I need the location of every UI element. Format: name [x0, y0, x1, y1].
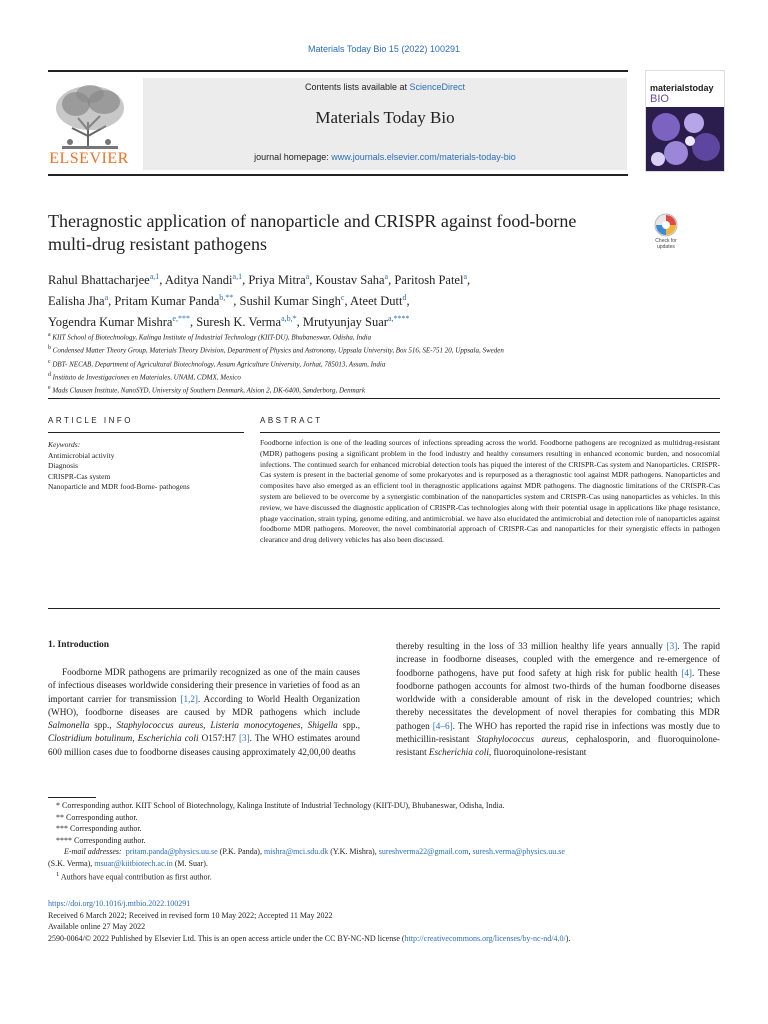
- keywords-label: Keywords:: [48, 440, 81, 449]
- citation-link[interactable]: [1,2]: [180, 693, 198, 704]
- license-line: 2590-0064/© 2022 Published by Elsevier Ltd. This is an open access article under the CC BY-NC-ND license (http://creativecommons.org/licenses/by-nc-nd/4.0/).: [48, 933, 571, 943]
- keywords-block: [48, 440, 248, 493]
- homepage-link[interactable]: www.journals.elsevier.com/materials-today-bio: [331, 152, 516, 162]
- author[interactable]: Suresh K. Verma$^{a,b,*}$: [196, 314, 297, 330]
- affiliation: $^c$ DBT- NECAB, Department of Agricultural Biotechnology, Assam Agriculture University, Jorhat, 785013, Assam, India: [48, 358, 386, 368]
- affiliation: $^b$ Condensed Matter Theory Group, Materials Theory Division, Department of Physics and Astronomy, Uppsala University, Box 516, SE-751 20, Uppsala, Sweden: [48, 345, 504, 355]
- license-link[interactable]: http://creativecommons.org/licenses/by-nc-nd/4.0/: [404, 933, 566, 943]
- author[interactable]: Koustav Saha$^a$: [315, 272, 389, 288]
- received-dates: Received 6 March 2022; Received in revised form 10 May 2022; Accepted 11 May 2022: [48, 910, 333, 920]
- author[interactable]: Yogendra Kumar Mishra$^{e,***}$: [48, 314, 190, 330]
- author[interactable]: Ateet Dutt$^d$: [350, 293, 407, 309]
- introduction-right-column: thereby resulting in the loss of 33 million healthy life years annually [3]. The rapid increase in foodborne diseases, coupled with the emergence and re-emergence of foodborne pathogens, have put food safety at high risk for public health [4]. These foodborne pathogen accounts for almost two-thirds of the human foodborne diseases worldwide with a considerable amount of risk in the developed countries; which thereby necessitates the development of novel therapies for combating this MDR pathogen [4–6]. The WHO has reported the rapid rise in infections was mostly due to methicillin-resistant Staphylococcus aureus, cephalosporin, and fluoroquinolone-resistant Escherichia coli, fluoroquinolone-resistant: [396, 641, 721, 758]
- publication-info: [48, 898, 728, 944]
- email-link[interactable]: mishra@mci.sdu.dk: [263, 847, 329, 856]
- citation-link[interactable]: [3]: [238, 733, 250, 744]
- contents-prefix: Contents lists available at: [304, 82, 410, 92]
- contents-available-line: [143, 82, 627, 92]
- affiliation: $^a$ KIIT School of Biotechnology, Kalinga Institute of Industrial Technology (KIIT-DU), Bhubaneswar, Odisha, India: [48, 332, 372, 342]
- abstract-heading: ABSTRACT: [260, 416, 323, 425]
- email-addresses-continued: (S.K. Verma), msuar@kiitbiotech.ac.in (M. Suar).: [48, 858, 208, 868]
- keyword: Diagnosis: [48, 461, 78, 470]
- author[interactable]: Sushil Kumar Singh$^c$: [239, 293, 345, 309]
- check-for-updates-label: Check for updates: [655, 238, 677, 250]
- header-rule-top: [48, 70, 628, 72]
- author[interactable]: Ealisha Jha$^a$: [48, 293, 109, 309]
- footnote-rule: [48, 797, 96, 798]
- footnotes: [48, 800, 720, 883]
- article-title-line-2: multi-drug resistant pathogens: [48, 234, 267, 254]
- author[interactable]: Paritosh Patel$^a$: [394, 272, 468, 288]
- author[interactable]: Mrutyunjay Suar$^{a,****}$: [302, 314, 410, 330]
- article-title: [48, 210, 608, 256]
- email-link[interactable]: suresh.verma@physics.uu.se: [472, 847, 565, 856]
- abstract-text: Foodborne infection is one of the leading sources of infections spreading across the world. Foodborne pathogens are recognized as multidrug-resistant (MDR) pathogens posing a significant problem in the food industry and healthy consumers resulting in enhanced economic burden, and nosocomial infections. The continued search for enhanced microbial detection tools has piqued the interest of the CRISPR-Cas system and Nanoparticles. CRISPR-Cas system is present in the bacterial genome of some prokaryotes and is repurposed as a theragnostic tool against MDR pathogens. Nanoparticles and composites have also emerged as an efficient tool in theragnostic applications against MDR pathogens. The diagnostic limitations of the CRISPR-Cas system are believed to be overcome by a synergistic combination of the nanoparticles system and CRISPR-Cas using nanoparticles as vehicles. In this review, we have discussed the diagnostic application of CRISPR-Cas technologies along with their potential usage in applications like phage resistance, phage vaccination, strain typing, genome editing, and antimicrobial. we have also elucidated the antimicrobial and detection role of nanoparticles against foodborne MDR pathogens. Moreover, the novel combinatorial approach of CRISPR-Cas and nanoparticles for their synergistic effects in pathogen clearance and drug delivery vehicles has also been discussed.: [260, 438, 720, 545]
- email-addresses: E-mail addresses: pritam.panda@physics.uu.se (P.K. Panda), mishra@mci.sdu.dk (Y.K. Mishra), sureshverma22@gmail.com, suresh.verma@physics.uu.se: [64, 847, 565, 856]
- header-rule-bottom: [48, 174, 628, 176]
- affiliation: $^e$ Mads Clausen Institute, NanoSYD, University of Southern Denmark, Alsion 2, DK-6400, Sønderborg, Denmark: [48, 385, 365, 395]
- footnote: $^1$ Authors have equal contribution as first author.: [56, 871, 212, 882]
- available-online: Available online 27 May 2022: [48, 922, 146, 931]
- article-info-heading: ARTICLE INFO: [48, 416, 133, 425]
- footnote: **** Corresponding author.: [56, 835, 146, 845]
- keyword: CRISPR-Cas system: [48, 471, 111, 481]
- keyword: Antimicrobial activity: [48, 450, 115, 460]
- journal-homepage-line: [143, 152, 627, 162]
- footnote: * Corresponding author. KIIT School of Biotechnology, Kalinga Institute of Industrial Technology (KIIT-DU), Bhubaneswar, Odisha, India.: [56, 801, 505, 810]
- author-list: Rahul Bhattacharjee$^{a,1}$, Aditya Nandi$^{a,1}$, Priya Mitra$^a$, Koustav Saha$^a$, Paritosh Patel$^a$, Ealisha Jha$^a$, Pritam Kumar Panda$^{b,**}$, Sushil Kumar Singh$^c$, Ateet Dutt$^d$, Yogendra Kumar Mishra$^{e,***}$, Suresh K. Verma$^{a,b,*}$, Mrutyunjay Suar$^{a,****}$: [48, 272, 471, 330]
- author[interactable]: Priya Mitra$^a$: [248, 272, 310, 288]
- cover-title-sub: BIO: [650, 93, 669, 105]
- doi-link[interactable]: https://doi.org/10.1016/j.mtbio.2022.100291: [48, 899, 191, 908]
- sciencedirect-link[interactable]: ScienceDirect: [409, 82, 466, 92]
- affiliation: $^d$ Instituto de Investigaciones en Materiales, UNAM, CDMX, Mexico: [48, 371, 241, 382]
- abstract-bottom-rule: [48, 608, 720, 609]
- abstract-rule: [260, 432, 720, 433]
- author[interactable]: Pritam Kumar Panda$^{b,**}$: [114, 293, 234, 309]
- citation-link[interactable]: [4–6]: [432, 720, 453, 731]
- footnote: *** Corresponding author.: [56, 824, 142, 833]
- article-title-line-1: Theragnostic application of nanoparticle and CRISPR against food-borne: [48, 211, 577, 231]
- introduction-heading: 1. Introduction: [48, 640, 110, 650]
- citation-link[interactable]: [3]: [666, 641, 678, 651]
- affiliations: [48, 330, 688, 397]
- email-link[interactable]: pritam.panda@physics.uu.se: [125, 847, 218, 856]
- author[interactable]: Aditya Nandi$^{a,1}$: [164, 272, 243, 288]
- journal-reference[interactable]: Materials Today Bio 15 (2022) 100291: [308, 44, 460, 54]
- cover-artwork: [646, 107, 724, 171]
- author[interactable]: Rahul Bhattacharjee$^{a,1}$: [48, 272, 160, 288]
- keyword: Nanoparticle and MDR food-Borne- pathogens: [48, 482, 190, 491]
- cover-title-main: materialstoday: [650, 83, 714, 93]
- homepage-label: journal homepage:: [254, 152, 332, 162]
- email-link[interactable]: sureshverma22@gmail.com: [378, 847, 469, 856]
- publisher-wordmark: ELSEVIER: [49, 150, 129, 167]
- journal-cover-image[interactable]: [645, 70, 725, 172]
- email-link[interactable]: msuar@kiitbiotech.ac.in: [94, 858, 173, 868]
- journal-title: Materials Today Bio: [315, 108, 455, 127]
- footnote: ** Corresponding author.: [56, 812, 138, 822]
- section-divider: [48, 398, 720, 399]
- article-info-rule: [48, 432, 244, 433]
- introduction-left-column: Foodborne MDR pathogens are primarily recognized as one of the main causes of infectious diseases worldwide considering their presence in varieties of food as an important carrier for transmission [1,2]. According to World Health Organization (WHO), foodborne diseases are caused by MDR pathogens which include Salmonella spp., Staphylococcus aureus, Listeria monocytogenes, Shigella spp., Clostridium botulinum, Escherichia coli O157:H7 [3]. The WHO estimates around 600 million cases due to foodborne diseases causing approximately 42,00,00 deaths: [48, 667, 361, 757]
- citation-link[interactable]: [4]: [681, 667, 692, 678]
